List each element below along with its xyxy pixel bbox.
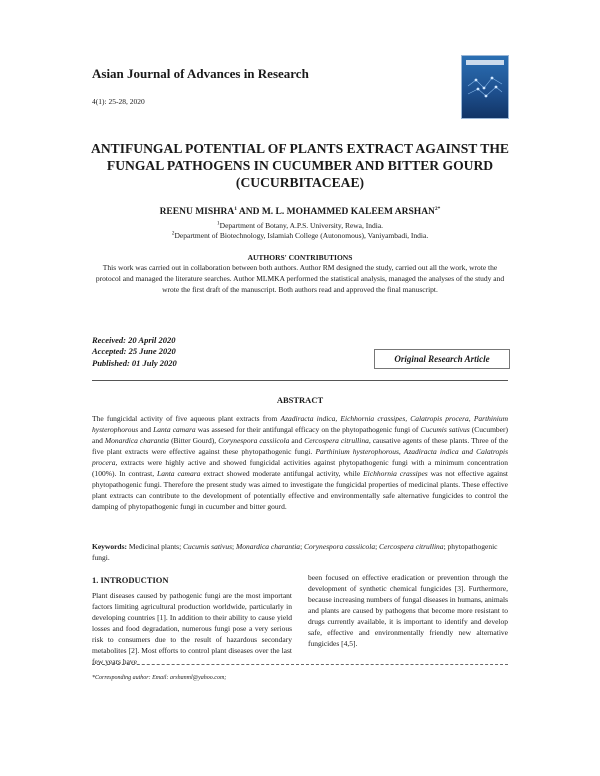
abstract-part: and xyxy=(289,436,305,445)
abstract-part: (Cucumber) and xyxy=(92,425,508,445)
keyword-part: ; phytopathogenic fungi. xyxy=(92,542,498,562)
author-1: REENU MISHRA xyxy=(159,207,235,217)
affiliation-2-text: Department of Biotechnology, Islamiah College (Autonomous), Vaniyambadi, India. xyxy=(174,231,429,240)
contributions-heading: AUTHORS' CONTRIBUTIONS xyxy=(247,253,353,262)
abstract-heading: ABSTRACT xyxy=(276,395,324,405)
cover-graphic-icon xyxy=(462,56,508,118)
abstract-species: Lanta camara xyxy=(157,469,201,478)
abstract-part: was not effective against phytopathogenic fungi. Therefore the present study was aimed to investigate the fungicidal properties of medicinal plants. These effective plant extracts can contribute to the development of potentially effective and environmentally safe alternative fungicides to control the damping of phytopathogenic fungi in cucumber and bitter gourd. xyxy=(92,469,509,511)
keyword-species: Corynespora cassiicola xyxy=(304,542,376,551)
affiliation-2 xyxy=(70,231,530,240)
abstract-species: Corynespora cassiicola xyxy=(218,436,290,445)
introduction-heading: 1. INTRODUCTION xyxy=(92,575,169,585)
abstract-species: Parthinium hysterophorous, Azadiracta indica and Calatropis procera, xyxy=(92,447,508,467)
abstract-part: The fungicidal activity of five aqueous plant extracts from xyxy=(92,414,281,423)
intro-right-column: been focused on effective eradication or prevention through the development of synthetic chemical fungicides [3]. Furthermore, because increasing numbers of fungal diseases in humans, animals and plants are caused by pathogens that become more resistant to drugs currently available, it is important to identify and develop safe, effective and environmentally friendly new alternative fungicides [4,5]. xyxy=(308,573,508,648)
author-line xyxy=(70,207,530,217)
affiliation-1-sup: 1 xyxy=(216,220,220,227)
accepted-date: Accepted: 25 June 2020 xyxy=(92,346,176,357)
affiliation-2-sup: 2 xyxy=(171,230,175,237)
abstract-text xyxy=(92,413,508,512)
keyword-part: ; xyxy=(300,542,305,551)
keyword-species: Monardica charantia xyxy=(235,542,301,551)
journal-volume: 4(1): 25-28, 2020 xyxy=(92,97,145,106)
keywords-label: Keywords: xyxy=(92,542,127,551)
author-and: AND xyxy=(237,207,262,217)
affiliation-1-text: Department of Botany, A.P.S. University, Rewa, India. xyxy=(219,221,384,230)
divider xyxy=(92,380,508,381)
intro-left-column: Plant diseases caused by pathogenic fungi are the most important factors limiting agricultural production worldwide, particularly in developing countries [1]. In addition to their ability to cause yield losses and food degradation, numerous fungi pose a very serious risk to consumers due to the result of hazardous secondary metabolites [2]. Most efforts to control plant diseases over the last few years have xyxy=(92,591,292,666)
paper-title: ANTIFUNGAL POTENTIAL OF PLANTS EXTRACT AGAINST THE FUNGAL PATHOGENS IN CUCUMBER AND BITTER GOURD (CUCURBITACEAE) xyxy=(91,141,509,190)
author-1-sup: 1 xyxy=(234,205,237,212)
article-dates xyxy=(92,335,177,369)
contributions-text: This work was carried out in collaboration between both authors. Author RM designed the study, carried out all the work, wrote the protocol and managed the literature searches. Author MLMKA performed the statistical analysis, managed the analyses of the study and wrote the first draft of the manuscript. Both authors read and approved the final manuscript. xyxy=(95,263,505,294)
abstract-part: extract showed moderate antifungal activity, while xyxy=(200,469,364,478)
abstract-species: Eichhornia crassipes xyxy=(363,469,428,478)
published-date: Published: 01 July 2020 xyxy=(92,357,177,368)
abstract-species: Monardica charantia xyxy=(104,436,170,445)
journal-name: Asian Journal of Advances in Research xyxy=(92,66,309,81)
abstract-species: Lanta camara xyxy=(153,425,196,434)
abstract-part: and xyxy=(138,425,154,434)
keyword-part: ; xyxy=(232,542,236,551)
journal-cover-image xyxy=(462,56,508,118)
abstract-part: was assesed for their antifungal efficacy on the phytopathogenic fungi of xyxy=(195,425,421,434)
abstract-species: Cercospera citrullina xyxy=(304,436,369,445)
author-2: M. L. MOHAMMED KALEEM ARSHAN xyxy=(261,207,435,217)
article-type-badge: Original Research Article xyxy=(374,349,510,369)
keyword-species: Cucumis sativus xyxy=(183,542,232,551)
keywords xyxy=(92,541,508,563)
footnote-divider xyxy=(92,664,508,665)
abstract-part: (Bitter Gourd), xyxy=(169,436,219,445)
abstract-part: , causative agents of these plants. Three of the five plant extracts were effective against these phytopathogenic fungi. xyxy=(92,436,508,456)
footnote: *Corresponding author: Email: arshanml@yahoo.com; xyxy=(92,675,227,681)
keyword-part: Medicinal plants; xyxy=(127,542,184,551)
keyword-species: Cercospera citrullina xyxy=(379,542,444,551)
keyword-part: ; xyxy=(375,542,380,551)
abstract-species: Azadiracta indica, Eichhornia crassipes, Calatropis procera, Parthinium hysterophorous xyxy=(92,414,508,434)
abstract-part: extracts were highly active and showed fungicidal activities against phytopathogenic fungi with a minimum concentration (100%). In contrast, xyxy=(92,458,508,478)
abstract-species: Cucumis sativus xyxy=(420,425,470,434)
affiliation-1 xyxy=(70,221,530,230)
received-date: Received: 20 April 2020 xyxy=(92,335,176,345)
author-2-sup: 2* xyxy=(434,205,441,212)
